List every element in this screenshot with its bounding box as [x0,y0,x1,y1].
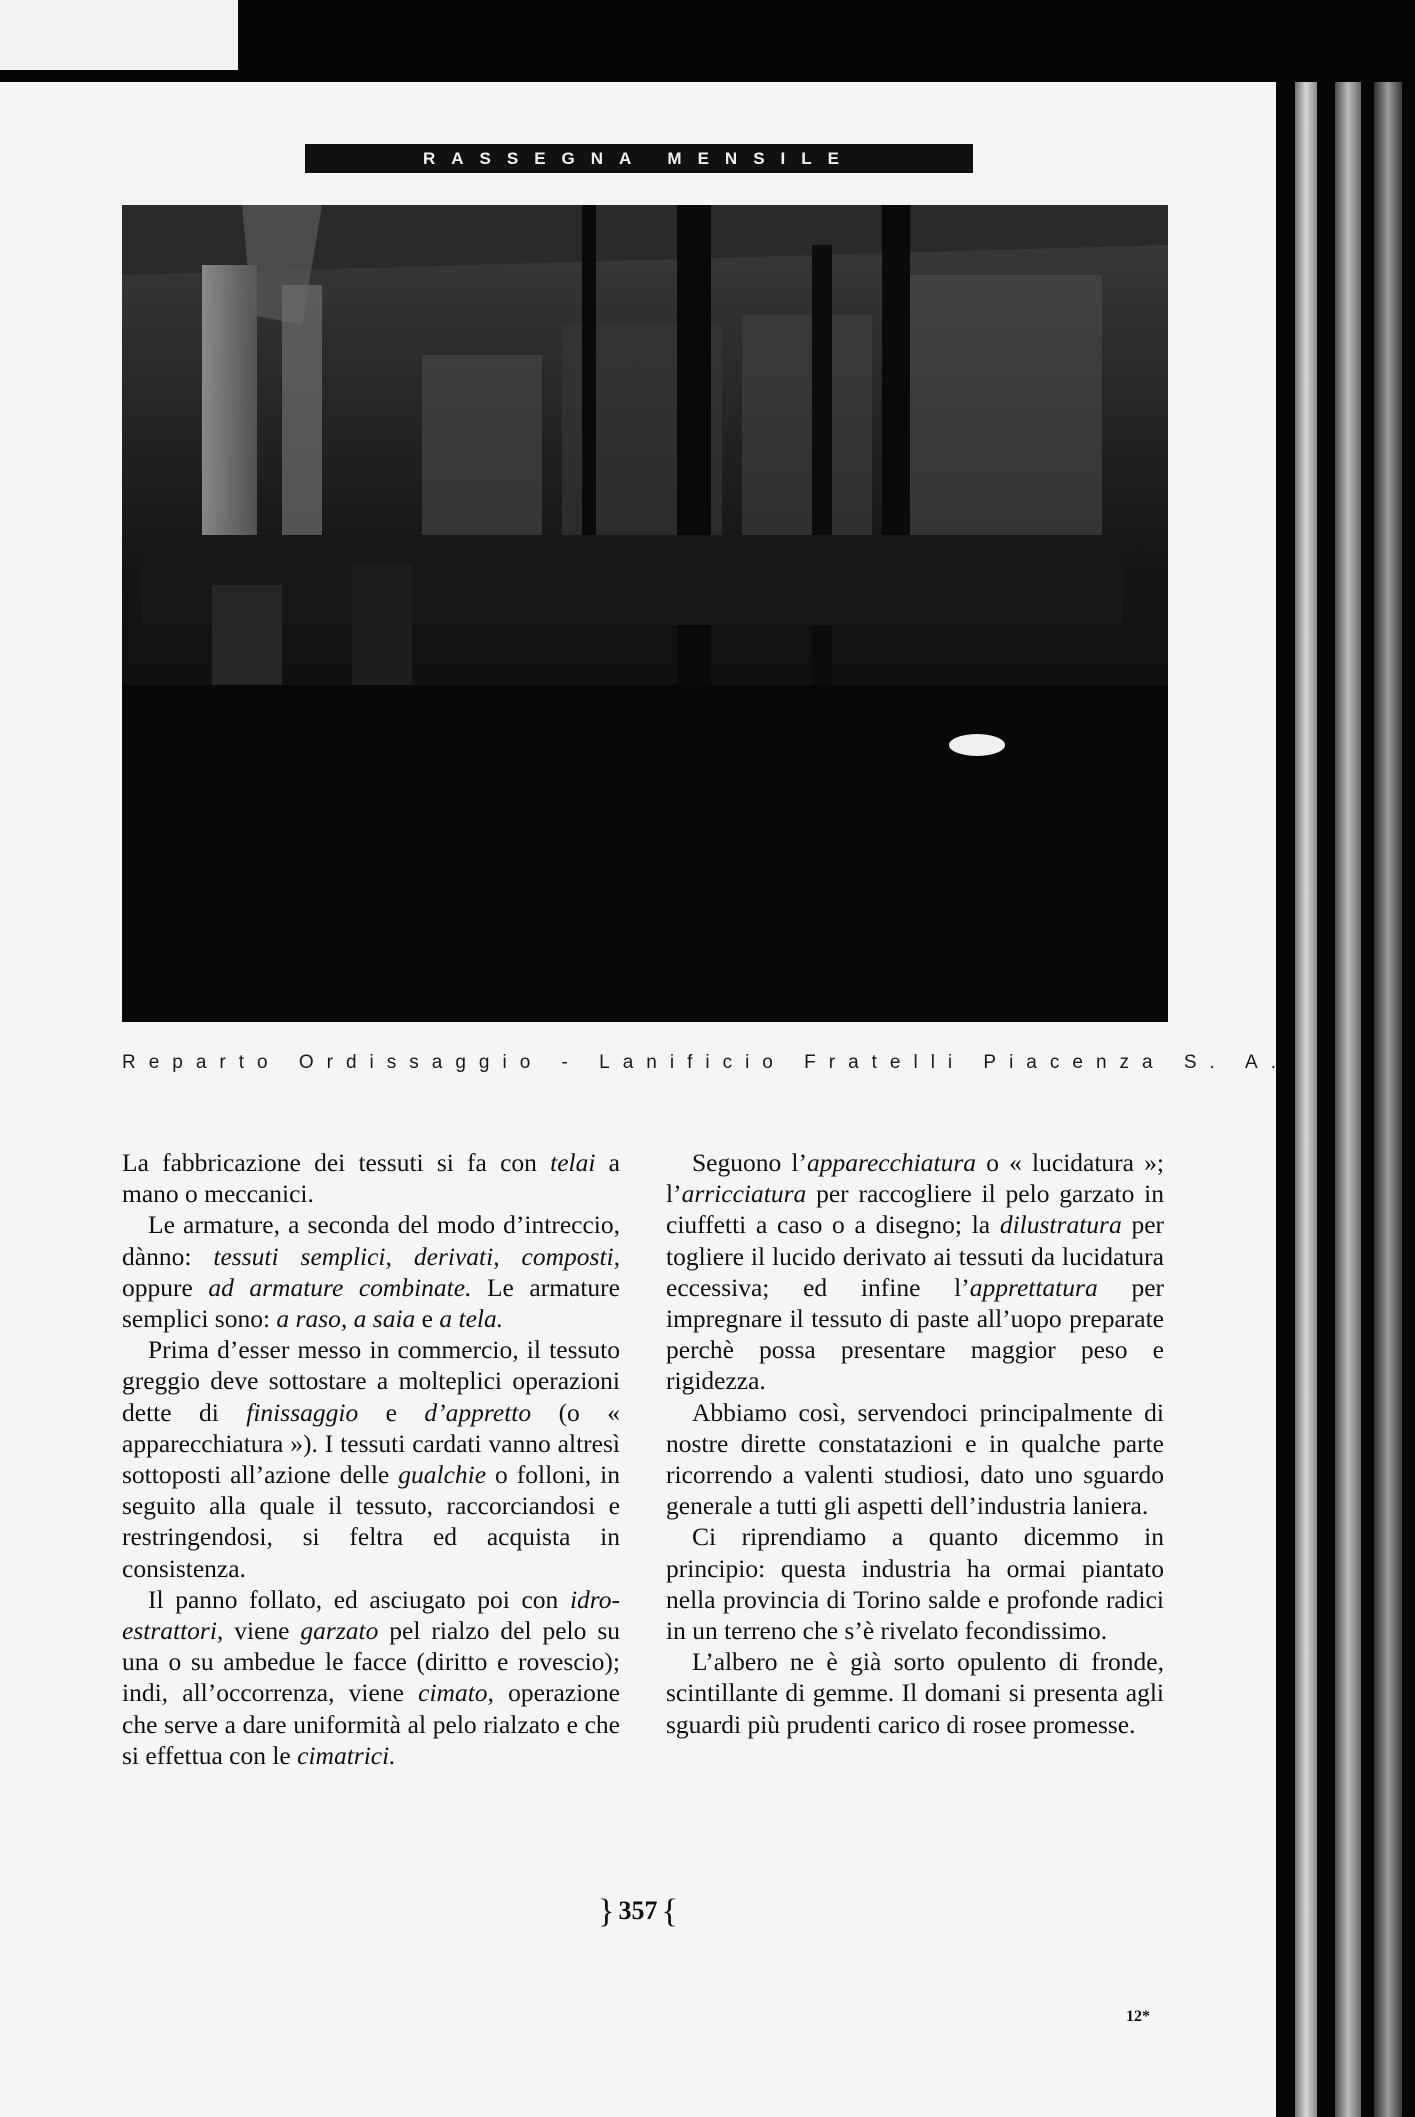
paragraph [666,1646,1164,1740]
italic-term: d’appretto [424,1397,532,1427]
paragraph [666,1147,1164,1397]
text-run: o folloni, in seguito alla quale il tessuto, raccorciandosi e restringendosi, si feltra ed acquista in consistenza. [122,1460,620,1583]
text-run: Il panno follato, ed asciugato poi con [148,1584,570,1614]
text-run: e [358,1397,425,1427]
factory-photo [122,205,1168,1022]
text-run: Prima d’esser messo in commercio, il tessuto greggio deve sottostare a molteplici operazioni dette di [122,1335,620,1427]
italic-term: dilustratura [999,1210,1122,1240]
italic-term: finissaggio [246,1397,359,1427]
paragraph [122,1334,620,1584]
text-run: (o « apparecchiatura »). I tessuti cardati vanno altresì sottoposti all’azione delle [122,1397,620,1490]
text-run: L’albero ne è già sorto opulento di fronde, scintillante di gemme. Il domani si presenta agli sguardi più prudenti carico di rosee promesse. [666,1647,1164,1739]
italic-term: idro-estrattori, [122,1584,620,1646]
signature-mark: 12* [1126,2008,1150,2025]
text-column-left [122,1147,620,1771]
text-run: per impregnare il tessuto di paste all’uopo preparate perchè possa presentare maggior peso e rigidezza. [666,1272,1165,1396]
italic-term: a tela. [439,1304,504,1334]
text-run: e [415,1304,440,1334]
italic-term: gualchie [398,1460,487,1490]
italic-term: apprettatura [969,1272,1098,1302]
italic-term: a raso, a saia [276,1304,416,1334]
italic-term: tessuti semplici, derivati, composti, [213,1241,620,1271]
italic-term: garzato [300,1616,379,1646]
photo-caption: Reparto Ordissaggio - Lanificio Fratelli Piacenza S. A. [122,1052,1289,1073]
running-head: RASSEGNA MENSILE [305,144,973,173]
page-edge [1295,82,1317,2117]
italic-term: ad armature combinate. [208,1272,472,1302]
italic-term: cimatrici. [297,1740,396,1770]
paragraph [122,1147,620,1209]
page-number: 357 [618,1896,658,1925]
text-run: pel rialzo del pelo su una o su ambedue le facce (diritto e rovescio); indi, all’occorrenza, viene [122,1616,620,1708]
paragraph [666,1397,1164,1522]
page-edge [1374,82,1402,2117]
page-edge [1335,82,1361,2117]
paragraph [666,1521,1164,1646]
paragraph [122,1584,620,1771]
scan-label [0,0,238,70]
text-run: Ci riprendiamo a quanto dicemmo in principio: questa industria ha ormai piantato nella provincia di Torino salde e profonde radici in un terreno che s’è rivelato fecondissimo. [666,1522,1164,1646]
text-run: per togliere il lucido derivato ai tessuti da lucidatura eccessiva; ed infine l’ [666,1210,1165,1302]
text-run: Le armature, a seconda del modo d’intreccio, dànno: [122,1210,620,1271]
text-run: Seguono l’ [692,1148,807,1177]
text-run: operazione che serve a dare uniformità al pelo rialzato e che si effettua con le [122,1678,620,1770]
paragraph [122,1209,620,1334]
text-run: o « lucidatura »; l’ [666,1148,1164,1209]
page-folio [0,1893,1276,1931]
italic-term: telai [550,1148,596,1177]
text-run: per raccogliere il pelo garzato in ciuffetti a caso o a disegno; la [666,1179,1164,1240]
ornament-right: { [661,1893,678,1930]
ornament-left: } [598,1893,615,1930]
text-column-right [666,1147,1164,1740]
text-run: La fabbricazione dei tessuti si fa con [122,1148,551,1177]
text-run: viene [223,1616,301,1646]
text-run: Abbiamo così, servendoci principalmente di nostre dirette constatazioni e in qualche parte ricorrendo a valenti studiosi, dato uno sguardo generale a tutti gli aspetti dell’industria laniera. [666,1397,1164,1521]
factory-photo-image [122,205,1168,1022]
text-run: oppure [122,1272,209,1302]
italic-term: apparecchiatura [807,1148,977,1177]
italic-term: cimato, [418,1678,494,1708]
text-run: Le armature semplici sono: [122,1272,620,1334]
text-run: a mano o meccanici. [122,1148,620,1209]
italic-term: arricciatura [681,1179,807,1209]
